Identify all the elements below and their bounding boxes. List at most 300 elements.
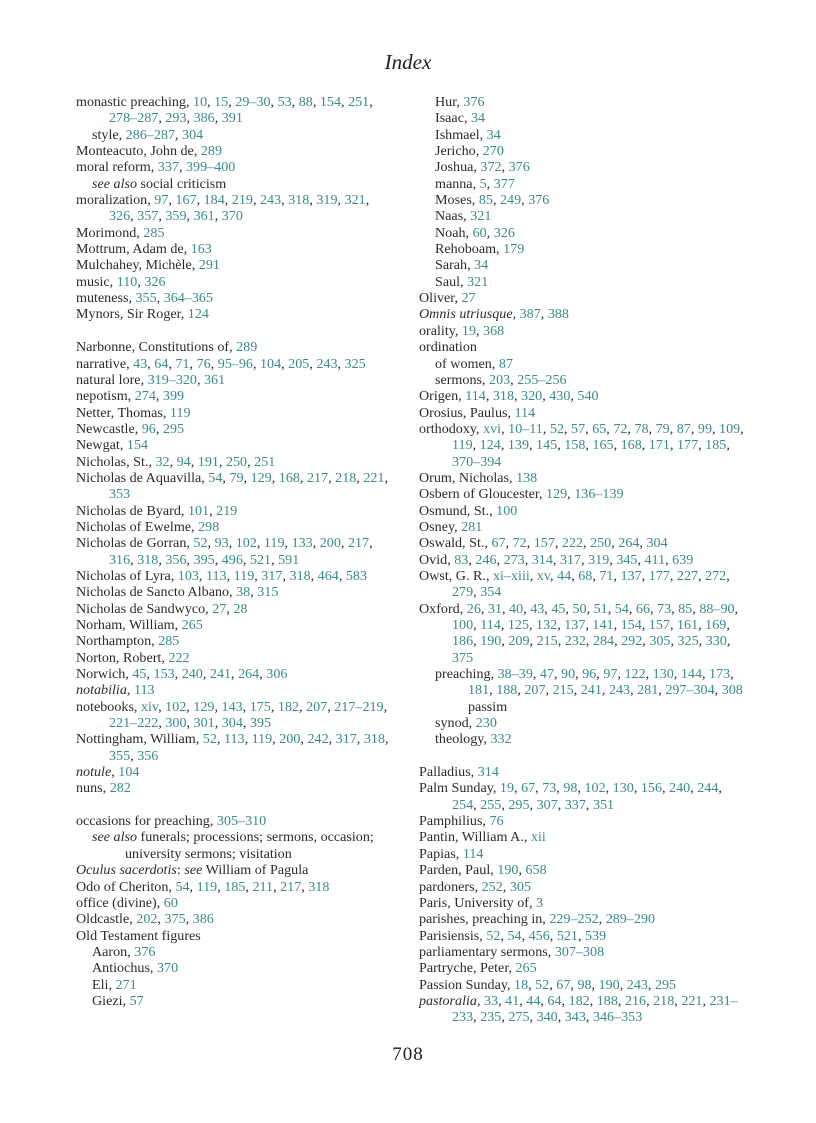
page-reference-link[interactable]: 217 — [280, 878, 302, 895]
page-reference-link[interactable]: 97 — [154, 192, 169, 209]
page-reference-link[interactable]: xii — [530, 829, 546, 846]
page-reference-link[interactable]: 73 — [657, 600, 672, 617]
page-reference-link[interactable]: 169 — [705, 617, 727, 633]
page-reference-link[interactable]: 124 — [187, 306, 209, 323]
page-reference-link[interactable]: 3 — [536, 894, 544, 911]
page-reference-link[interactable]: 19 — [461, 322, 477, 339]
page-reference-link[interactable]: 190 — [497, 862, 519, 879]
page-reference-link[interactable]: 100 — [496, 502, 518, 519]
page-reference-link[interactable]: 315 — [257, 584, 279, 601]
page-reference-link[interactable]: 230 — [475, 715, 497, 732]
page-reference-link[interactable]: 113 — [205, 567, 227, 584]
page-reference-link[interactable]: 372 — [480, 159, 502, 176]
page-reference-link[interactable]: 217 — [347, 535, 370, 552]
page-reference-link[interactable]: 387 — [519, 306, 541, 323]
page-reference-link[interactable]: 304 — [221, 715, 243, 732]
page-reference-link[interactable]: 50 — [572, 600, 587, 617]
page-reference-link[interactable]: 110 — [116, 273, 138, 290]
page-reference-link[interactable]: 157 — [533, 535, 555, 552]
page-reference-link[interactable]: 319 — [588, 551, 610, 568]
page-reference-link[interactable]: 539 — [585, 927, 607, 944]
page-reference-link[interactable]: 318 — [288, 192, 310, 209]
page-reference-link[interactable]: 317 — [335, 731, 357, 748]
page-reference-link[interactable]: 251 — [254, 453, 276, 470]
page-reference-link[interactable]: 66 — [635, 600, 650, 617]
page-reference-link[interactable]: 325 — [677, 633, 699, 650]
page-reference-link[interactable]: 177 — [676, 437, 699, 454]
page-reference-link[interactable]: 308 — [721, 682, 743, 699]
page-reference-link[interactable]: 376 — [134, 943, 156, 960]
page-reference-link[interactable]: 93 — [214, 535, 229, 552]
page-reference-link[interactable]: 54 — [507, 927, 522, 944]
page-reference-link[interactable]: 229–252 — [549, 911, 599, 928]
page-reference-link[interactable]: 139 — [507, 437, 529, 454]
page-reference-link[interactable]: 114 — [514, 404, 536, 421]
page-reference-link[interactable]: 337 — [564, 796, 586, 813]
page-reference-link[interactable]: 540 — [577, 388, 599, 405]
page-reference-link[interactable]: 96 — [582, 666, 597, 683]
page-reference-link[interactable]: 252 — [481, 878, 503, 895]
page-reference-link[interactable]: 141 — [592, 617, 614, 633]
page-reference-link[interactable]: 102 — [235, 535, 257, 552]
page-reference-link[interactable]: 154 — [126, 437, 149, 454]
page-reference-link[interactable]: 270 — [482, 143, 504, 160]
page-reference-link[interactable]: 40 — [509, 600, 524, 617]
page-reference-link[interactable]: 67 — [521, 780, 536, 797]
page-reference-link[interactable]: 278–287 — [109, 110, 159, 127]
page-reference-link[interactable]: 345 — [616, 551, 638, 568]
page-reference-link[interactable]: 54 — [614, 600, 629, 617]
page-reference-link[interactable]: 218 — [335, 469, 357, 486]
page-reference-link[interactable]: 44 — [526, 992, 541, 1009]
page-reference-link[interactable]: 202 — [136, 911, 158, 928]
page-reference-link[interactable]: 255–256 — [517, 371, 567, 388]
page-reference-link[interactable]: 54 — [208, 469, 223, 486]
page-reference-link[interactable]: 137 — [620, 567, 642, 584]
page-reference-link[interactable]: 129 — [193, 698, 215, 715]
page-reference-link[interactable]: 72 — [512, 535, 527, 552]
page-reference-link[interactable]: 326 — [493, 224, 515, 241]
page-reference-link[interactable]: 76 — [196, 355, 211, 372]
page-reference-link[interactable]: 355 — [109, 747, 131, 764]
page-reference-link[interactable]: 216 — [624, 992, 647, 1009]
page-reference-link[interactable]: 307–308 — [554, 943, 605, 960]
page-reference-link[interactable]: 325 — [344, 355, 366, 372]
page-reference-link[interactable]: 173 — [709, 666, 731, 683]
page-reference-link[interactable]: 274 — [134, 388, 156, 405]
page-reference-link[interactable]: 53 — [277, 94, 292, 110]
page-reference-link[interactable]: 243 — [608, 682, 631, 699]
page-reference-link[interactable]: 351 — [592, 796, 615, 813]
page-reference-link[interactable]: 85 — [678, 600, 693, 617]
page-reference-link[interactable]: 125 — [507, 617, 529, 633]
page-reference-link[interactable]: 388 — [547, 306, 569, 323]
page-reference-link[interactable]: 57 — [571, 420, 586, 437]
page-reference-link[interactable]: 100 — [452, 617, 474, 633]
page-reference-link[interactable]: 98 — [577, 976, 592, 993]
page-reference-link[interactable]: 242 — [307, 731, 329, 748]
page-reference-link[interactable]: 122 — [624, 666, 646, 683]
page-reference-link[interactable]: 246 — [475, 551, 497, 568]
page-reference-link[interactable]: 215 — [552, 682, 574, 699]
page-reference-link[interactable]: 386 — [193, 110, 215, 127]
page-reference-link[interactable]: 113 — [223, 731, 245, 748]
page-reference-link[interactable]: 275 — [508, 1009, 530, 1026]
page-reference-link[interactable]: 215 — [536, 633, 558, 650]
page-reference-link[interactable]: 130 — [612, 780, 634, 797]
page-reference-link[interactable]: 301 — [193, 715, 215, 732]
page-reference-link[interactable]: 102 — [584, 780, 606, 797]
page-reference-link[interactable]: 285 — [158, 633, 180, 650]
page-reference-link[interactable]: 319–320 — [147, 371, 197, 388]
page-reference-link[interactable]: 60 — [472, 224, 487, 241]
page-reference-link[interactable]: 79 — [655, 420, 670, 437]
page-reference-link[interactable]: 241 — [209, 666, 232, 683]
page-reference-link[interactable]: 658 — [525, 862, 547, 879]
page-reference-link[interactable]: 254 — [452, 796, 474, 813]
page-reference-link[interactable]: 27 — [461, 290, 476, 307]
page-reference-link[interactable]: 375 — [164, 911, 186, 928]
page-reference-link[interactable]: 399 — [162, 388, 185, 405]
page-reference-link[interactable]: 330 — [705, 633, 727, 650]
page-reference-link[interactable]: 304 — [646, 535, 668, 552]
page-reference-link[interactable]: 85 — [478, 192, 493, 209]
page-reference-link[interactable]: 356 — [137, 747, 159, 764]
page-reference-link[interactable]: 243 — [316, 355, 338, 372]
page-reference-link[interactable]: 304 — [182, 126, 204, 143]
page-reference-link[interactable]: 104 — [118, 764, 140, 781]
page-reference-link[interactable]: 265 — [181, 617, 203, 633]
page-reference-link[interactable]: 356 — [165, 551, 187, 568]
page-reference-link[interactable]: 318 — [363, 731, 385, 748]
page-reference-link[interactable]: 154 — [319, 94, 342, 110]
page-reference-link[interactable]: 591 — [278, 551, 300, 568]
page-reference-link[interactable]: 18 — [514, 976, 529, 993]
page-reference-link[interactable]: 295 — [508, 796, 530, 813]
page-reference-link[interactable]: 87 — [498, 355, 513, 372]
page-reference-link[interactable]: 353 — [109, 486, 131, 503]
page-reference-link[interactable]: 293 — [165, 110, 187, 127]
page-reference-link[interactable]: 264 — [238, 666, 260, 683]
page-reference-link[interactable]: 368 — [483, 322, 505, 339]
page-reference-link[interactable]: 217 — [306, 469, 329, 486]
page-reference-link[interactable]: 281 — [637, 682, 659, 699]
page-reference-link[interactable]: 217–219 — [334, 698, 384, 715]
page-reference-link[interactable]: 319 — [316, 192, 338, 209]
page-reference-link[interactable]: 639 — [672, 551, 694, 568]
page-reference-link[interactable]: 231–233 — [452, 992, 738, 1026]
page-reference-link[interactable]: 156 — [640, 780, 662, 797]
page-reference-link[interactable]: 104 — [259, 355, 282, 372]
page-reference-link[interactable]: 175 — [249, 698, 271, 715]
page-reference-link[interactable]: 332 — [490, 731, 512, 748]
page-reference-link[interactable]: 243 — [626, 976, 648, 993]
page-reference-link[interactable]: 52 — [193, 535, 208, 552]
page-reference-link[interactable]: 181 — [468, 682, 490, 699]
page-reference-link[interactable]: 340 — [536, 1009, 558, 1026]
page-reference-link[interactable]: 119 — [263, 535, 285, 552]
page-reference-link[interactable]: 83 — [454, 551, 469, 568]
page-reference-link[interactable]: 65 — [592, 420, 607, 437]
page-reference-link[interactable]: 38 — [236, 584, 251, 601]
page-reference-link[interactable]: 64 — [547, 992, 562, 1009]
page-reference-link[interactable]: 286–287 — [125, 126, 175, 143]
page-reference-link[interactable]: 255 — [480, 796, 502, 813]
page-reference-link[interactable]: 264 — [618, 535, 640, 552]
page-reference-link[interactable]: 19 — [499, 780, 515, 797]
page-reference-link[interactable]: 370 — [221, 208, 243, 225]
page-reference-link[interactable]: 355 — [135, 290, 157, 307]
page-reference-link[interactable]: 209 — [508, 633, 530, 650]
page-reference-link[interactable]: 395 — [193, 551, 215, 568]
page-reference-link[interactable]: 521 — [556, 927, 578, 944]
page-reference-link[interactable]: 430 — [549, 388, 571, 405]
page-reference-link[interactable]: 305 — [649, 633, 671, 650]
page-reference-link[interactable]: 167 — [175, 192, 197, 209]
page-reference-link[interactable]: 219 — [231, 192, 253, 209]
page-reference-link[interactable]: 240 — [669, 780, 691, 797]
page-reference-link[interactable]: 114 — [465, 388, 486, 405]
page-reference-link[interactable]: 391 — [221, 110, 243, 127]
page-reference-link[interactable]: 241 — [580, 682, 602, 699]
page-reference-link[interactable]: xi–xiii — [493, 567, 530, 584]
page-reference-link[interactable]: 321 — [467, 273, 489, 290]
page-reference-link[interactable]: 185 — [224, 878, 246, 895]
page-reference-link[interactable]: 73 — [542, 780, 557, 797]
page-reference-link[interactable]: 221–222 — [109, 715, 159, 732]
page-reference-link[interactable]: 395 — [249, 715, 272, 732]
page-reference-link[interactable]: 161 — [676, 617, 699, 633]
page-reference-link[interactable]: 88–90 — [699, 600, 735, 617]
page-reference-link[interactable]: 318 — [492, 388, 514, 405]
page-reference-link[interactable]: 60 — [163, 894, 178, 911]
page-reference-link[interactable]: 190 — [598, 976, 620, 993]
page-reference-link[interactable]: 168 — [620, 437, 642, 454]
page-reference-link[interactable]: 318 — [308, 878, 330, 895]
page-reference-link[interactable]: 386 — [192, 911, 214, 928]
page-reference-link[interactable]: 314 — [477, 764, 499, 781]
page-reference-link[interactable]: 376 — [508, 159, 530, 176]
page-reference-link[interactable]: 71 — [175, 355, 190, 372]
page-reference-link[interactable]: 186 — [452, 633, 474, 650]
page-reference-link[interactable]: 137 — [564, 617, 586, 633]
page-reference-link[interactable]: 182 — [568, 992, 590, 1009]
page-reference-link[interactable]: 44 — [557, 567, 572, 584]
page-reference-link[interactable]: 295 — [654, 976, 677, 993]
page-reference-link[interactable]: 171 — [648, 437, 670, 454]
page-reference-link[interactable]: 34 — [486, 126, 501, 143]
page-reference-link[interactable]: 119 — [169, 404, 191, 421]
page-reference-link[interactable]: 97 — [603, 666, 618, 683]
page-reference-link[interactable]: 249 — [500, 192, 522, 209]
page-reference-link[interactable]: 207 — [306, 698, 328, 715]
page-reference-link[interactable]: 124 — [479, 437, 501, 454]
page-reference-link[interactable]: 376 — [528, 192, 550, 209]
page-reference-link[interactable]: 282 — [109, 780, 131, 797]
page-reference-link[interactable]: 179 — [503, 241, 525, 258]
page-reference-link[interactable]: 95–96 — [217, 355, 253, 372]
page-reference-link[interactable]: 28 — [233, 600, 248, 617]
page-reference-link[interactable]: 207 — [524, 682, 546, 699]
page-reference-link[interactable]: 235 — [480, 1009, 502, 1026]
page-reference-link[interactable]: 113 — [133, 682, 155, 699]
page-reference-link[interactable]: 101 — [187, 502, 210, 519]
page-reference-link[interactable]: 185 — [705, 437, 727, 454]
page-reference-link[interactable]: 43 — [133, 355, 148, 372]
page-reference-link[interactable]: 281 — [461, 518, 483, 535]
page-reference-link[interactable]: 326 — [144, 273, 166, 290]
page-reference-link[interactable]: 272 — [705, 567, 727, 584]
page-reference-link[interactable]: 98 — [563, 780, 578, 797]
page-reference-link[interactable]: 321 — [344, 192, 366, 209]
page-reference-link[interactable]: 129 — [250, 469, 272, 486]
page-reference-link[interactable]: 318 — [289, 567, 311, 584]
page-reference-link[interactable]: 190 — [480, 633, 502, 650]
page-reference-link[interactable]: 411 — [644, 551, 666, 568]
page-reference-link[interactable]: 244 — [697, 780, 719, 797]
page-reference-link[interactable]: 52 — [202, 731, 217, 748]
page-reference-link[interactable]: 250 — [225, 453, 248, 470]
page-reference-link[interactable]: 99 — [697, 420, 712, 437]
page-reference-link[interactable]: 45 — [551, 600, 566, 617]
page-reference-link[interactable]: 52 — [549, 420, 564, 437]
page-reference-link[interactable]: 297–304 — [665, 682, 715, 699]
page-reference-link[interactable]: 133 — [291, 535, 313, 552]
page-reference-link[interactable]: 370–394 — [452, 453, 502, 470]
page-reference-link[interactable]: 34 — [474, 257, 489, 274]
page-reference-link[interactable]: xvi — [483, 420, 502, 437]
page-reference-link[interactable]: 289–290 — [605, 911, 656, 928]
page-reference-link[interactable]: 205 — [288, 355, 310, 372]
page-reference-link[interactable]: 119 — [196, 878, 218, 895]
page-reference-link[interactable]: 464 — [317, 567, 339, 584]
page-reference-link[interactable]: 240 — [181, 666, 203, 683]
page-reference-link[interactable]: 200 — [279, 731, 301, 748]
page-reference-link[interactable]: 32 — [155, 453, 170, 470]
page-reference-link[interactable]: 289 — [200, 143, 223, 160]
page-reference-link[interactable]: 314 — [531, 551, 553, 568]
page-reference-link[interactable]: 57 — [129, 992, 144, 1009]
page-reference-link[interactable]: 370 — [156, 960, 179, 977]
page-reference-link[interactable]: 320 — [521, 388, 543, 405]
page-reference-link[interactable]: 26 — [466, 600, 481, 617]
page-reference-link[interactable]: 90 — [561, 666, 576, 683]
page-reference-link[interactable]: 165 — [592, 437, 614, 454]
page-reference-link[interactable]: 271 — [115, 976, 137, 993]
page-reference-link[interactable]: 79 — [229, 469, 244, 486]
page-reference-link[interactable]: 307 — [536, 796, 558, 813]
page-reference-link[interactable]: 43 — [530, 600, 545, 617]
page-reference-link[interactable]: 318 — [137, 551, 159, 568]
page-reference-link[interactable]: 87 — [676, 420, 691, 437]
page-reference-link[interactable]: 221 — [363, 469, 385, 486]
page-reference-link[interactable]: xiv — [140, 698, 159, 715]
page-reference-link[interactable]: 47 — [539, 666, 554, 683]
page-reference-link[interactable]: 298 — [198, 518, 220, 535]
page-reference-link[interactable]: 291 — [198, 257, 220, 274]
page-reference-link[interactable]: 265 — [515, 960, 537, 977]
page-reference-link[interactable]: 157 — [648, 617, 670, 633]
page-reference-link[interactable]: 103 — [177, 567, 199, 584]
page-reference-link[interactable]: 41 — [505, 992, 520, 1009]
page-reference-link[interactable]: 45 — [132, 666, 147, 683]
page-reference-link[interactable]: 153 — [153, 666, 175, 683]
page-reference-link[interactable]: 399–400 — [185, 159, 236, 176]
page-reference-link[interactable]: 295 — [162, 420, 185, 437]
page-reference-link[interactable]: 114 — [462, 845, 484, 862]
page-reference-link[interactable]: 94 — [176, 453, 191, 470]
page-reference-link[interactable]: 119 — [251, 731, 273, 748]
page-reference-link[interactable]: 364–365 — [163, 290, 214, 307]
page-reference-link[interactable]: 361 — [204, 371, 226, 388]
page-reference-link[interactable]: 300 — [165, 715, 187, 732]
page-reference-link[interactable]: 143 — [221, 698, 243, 715]
page-reference-link[interactable]: 72 — [613, 420, 628, 437]
page-reference-link[interactable]: 145 — [536, 437, 558, 454]
page-reference-link[interactable]: 54 — [175, 878, 190, 895]
page-reference-link[interactable]: 321 — [470, 208, 492, 225]
page-reference-link[interactable]: 64 — [154, 355, 169, 372]
page-reference-link[interactable]: 521 — [249, 551, 272, 568]
page-reference-link[interactable]: 52 — [535, 976, 550, 993]
page-reference-link[interactable]: 346–353 — [592, 1009, 643, 1026]
page-reference-link[interactable]: 188 — [596, 992, 618, 1009]
page-reference-link[interactable]: 184 — [203, 192, 225, 209]
page-reference-link[interactable]: 109 — [719, 420, 741, 437]
page-reference-link[interactable]: 357 — [137, 208, 159, 225]
page-reference-link[interactable]: 52 — [486, 927, 501, 944]
page-reference-link[interactable]: 354 — [480, 584, 502, 601]
page-reference-link[interactable]: 27 — [212, 600, 227, 617]
page-reference-link[interactable]: 136–139 — [574, 486, 624, 503]
page-reference-link[interactable]: 119 — [452, 437, 473, 454]
page-reference-link[interactable]: 243 — [259, 192, 282, 209]
page-reference-link[interactable]: 292 — [621, 633, 643, 650]
page-reference-link[interactable]: 177 — [648, 567, 670, 584]
page-reference-link[interactable]: 31 — [487, 600, 502, 617]
page-reference-link[interactable]: 222 — [168, 649, 190, 666]
page-reference-link[interactable]: 15 — [214, 94, 229, 110]
page-reference-link[interactable]: 284 — [592, 633, 615, 650]
page-reference-link[interactable]: 222 — [561, 535, 584, 552]
page-reference-link[interactable]: 289 — [236, 339, 258, 356]
page-reference-link[interactable]: 306 — [266, 666, 288, 683]
page-reference-link[interactable]: 375 — [452, 649, 474, 666]
page-reference-link[interactable]: 359 — [165, 208, 187, 225]
page-reference-link[interactable]: 88 — [298, 94, 313, 110]
page-reference-link[interactable]: 114 — [480, 617, 501, 633]
page-reference-link[interactable]: 34 — [471, 110, 486, 127]
page-reference-link[interactable]: 96 — [141, 420, 156, 437]
page-reference-link[interactable]: 305–310 — [216, 813, 267, 830]
page-reference-link[interactable]: 188 — [496, 682, 518, 699]
page-reference-link[interactable]: 456 — [528, 927, 550, 944]
page-reference-link[interactable]: 158 — [564, 437, 586, 454]
page-reference-link[interactable]: 38–39 — [497, 666, 533, 683]
page-reference-link[interactable]: 317 — [559, 551, 582, 568]
page-reference-link[interactable]: 144 — [680, 666, 702, 683]
page-reference-link[interactable]: 154 — [620, 617, 642, 633]
page-reference-link[interactable]: 273 — [503, 551, 525, 568]
page-reference-link[interactable]: 316 — [109, 551, 131, 568]
page-reference-link[interactable]: 130 — [652, 666, 674, 683]
page-reference-link[interactable]: 305 — [509, 878, 531, 895]
page-reference-link[interactable]: 376 — [463, 94, 485, 110]
page-reference-link[interactable]: 10–11 — [508, 420, 543, 437]
page-reference-link[interactable]: 219 — [216, 502, 238, 519]
page-reference-link[interactable]: 251 — [348, 94, 370, 110]
page-reference-link[interactable]: 102 — [165, 698, 187, 715]
